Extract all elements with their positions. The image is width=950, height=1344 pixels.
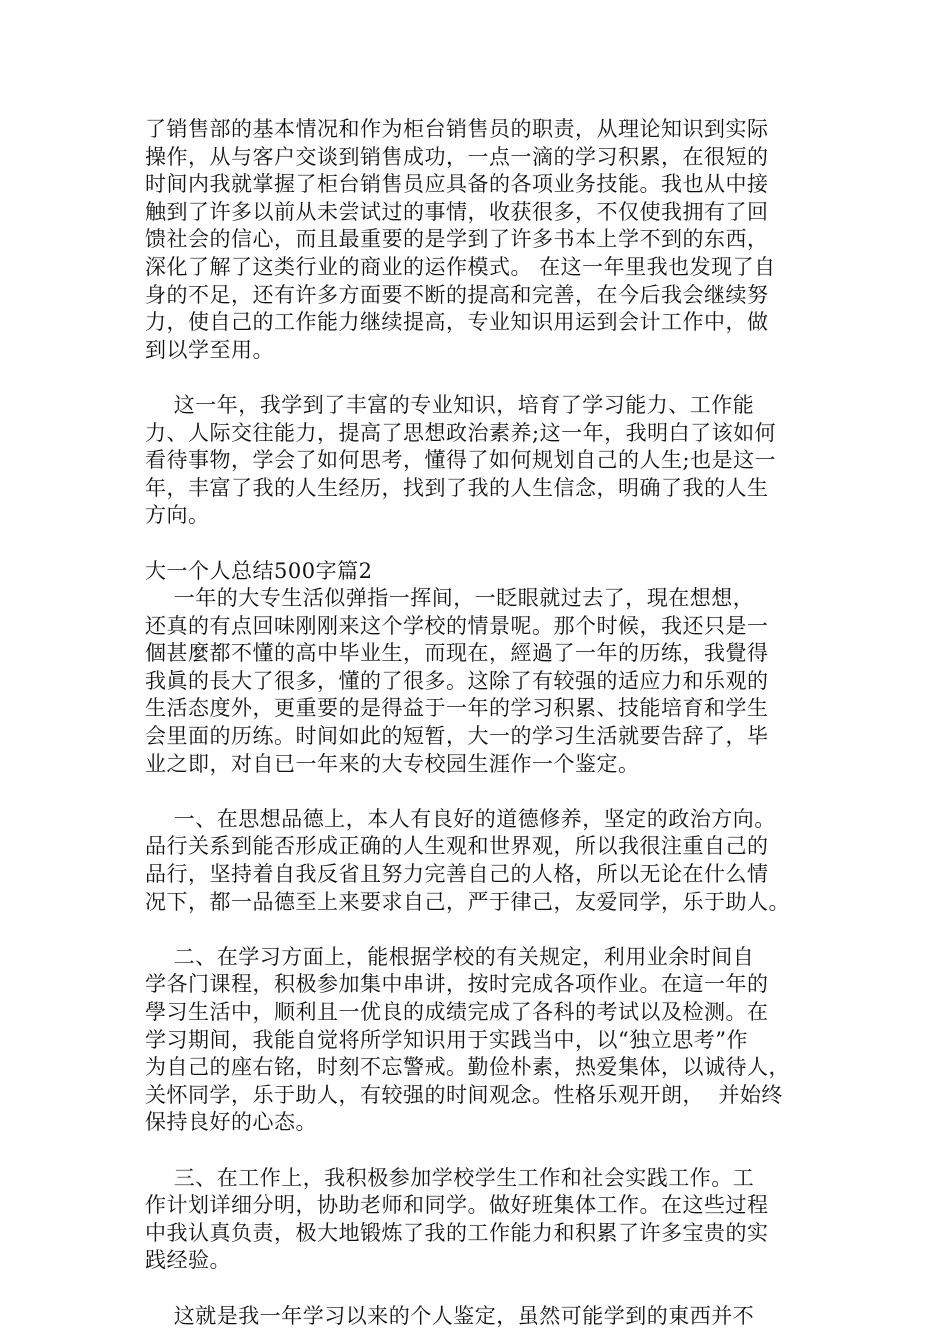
text-line: 學习生活中，顺利且一优良的成绩完成了各科的考试以及检测。在 <box>145 1000 769 1024</box>
text-line: 深化了解了这类行业的商业的运作模式。 在这一年里我也发现了自 <box>145 254 776 279</box>
text-line: 保持良好的心态。 <box>145 1110 317 1135</box>
text-line: 方向。 <box>145 503 210 528</box>
paragraph-gap <box>145 364 817 392</box>
paragraph-3 <box>145 585 817 778</box>
text-line: 还真的有点回味刚刚来这个学校的情景呢。那个时候，我还只是一 <box>145 613 769 638</box>
text-line: 品行关系到能否形成正确的人生观和世界观，所以我很注重自己的 <box>145 834 769 859</box>
text-line: 这就是我一年学习以来的个人鉴定，虽然可能学到的東西并不 <box>145 1303 755 1328</box>
paragraph-gap <box>145 1137 817 1165</box>
text-line: 個甚麼都不懂的高中毕业生，而现在，經過了一年的历练，我覺得 <box>145 641 769 666</box>
text-line: 身的不足，还有许多方面要不断的提高和完善，在今后我会继续努 <box>145 282 769 307</box>
text-line: 作计划详细分明，协助老师和同学。做好班集体工作。在这些过程 <box>145 1193 769 1218</box>
text-line: 生活态度外，更重要的是得益于一年的学习积累、技能培育和学生 <box>145 696 769 721</box>
paragraph-7 <box>145 1303 817 1331</box>
text-line: 践经验。 <box>145 1248 231 1273</box>
paragraph-gap <box>145 1275 817 1303</box>
text-line: 年，丰富了我的人生经历，找到了我的人生信念，明确了我的人生 <box>145 475 769 500</box>
text-line: 一年的大专生活似弹指一挥间，一眨眼就过去了，現在想想， <box>145 586 755 611</box>
text-line: 看待事物，学会了如何思考，懂得了如何规划自己的人生;也是这一 <box>145 448 777 473</box>
text-line: 品行，坚持着自我反省且努力完善自己的人格，所以无论在什么情 <box>145 862 769 887</box>
paragraph-gap <box>145 916 817 944</box>
text-line: 一、在思想品德上，本人有良好的道德修养，坚定的政治方向。 <box>145 806 776 831</box>
document-page <box>145 116 817 1330</box>
text-line: 会里面的历练。时间如此的短暂，大一的学习生活就要告辞了，毕 <box>145 724 769 749</box>
section-heading: 大一个人总结500字篇2 <box>145 558 373 583</box>
text-line: 况下，都一品德至上来要求自己，严于律己，友爱同学，乐于助人。 <box>145 889 790 914</box>
paragraph-2 <box>145 392 817 530</box>
text-line: 二、在学习方面上，能根据学校的有关规定，利用业余时间自 <box>145 944 755 969</box>
text-line: 馈社会的信心，而且最重要的是学到了许多书本上学不到的东西， <box>145 227 769 252</box>
text-line: 业之即，对自已一年来的大专校园生涯作一个鉴定。 <box>145 751 640 776</box>
text-line: 学各门课程，积极参加集中串讲，按时完成各项作业。在這一年的 <box>145 972 769 997</box>
paragraph-6 <box>145 1165 817 1275</box>
text-line: 我眞的長大了很多，懂的了很多。这除了有较强的适应力和乐观的 <box>145 668 769 693</box>
paragraph-1 <box>145 116 817 364</box>
paragraph-5 <box>145 944 817 1137</box>
text-line: 力、人际交往能力，提高了思想政治素养;这一年，我明白了该如何 <box>145 420 777 445</box>
text-line: 力，使自己的工作能力继续提高，专业知识用运到会计工作中，做 <box>145 310 769 335</box>
text-line: 操作，从与客户交谈到销售成功，一点一滴的学习积累，在很短的 <box>145 144 769 169</box>
paragraph-gap <box>145 530 817 558</box>
text-line: 时间内我就掌握了柜台销售员应具备的各项业务技能。我也从中接 <box>145 172 769 197</box>
text-line: 触到了许多以前从未尝试过的事情，收获很多，不仅使我拥有了回 <box>145 199 769 224</box>
text-line: 关怀同学，乐于助人，有较强的时间观念。性格乐观开朗， 并始终 <box>145 1082 783 1107</box>
text-line: 了销售部的基本情况和作为柜台销售员的职责，从理论知识到实际 <box>145 117 769 141</box>
text-line: 中我认真负责，极大地锻炼了我的工作能力和积累了许多宝贵的实 <box>145 1220 769 1245</box>
text-line: 到以学至用。 <box>145 337 274 362</box>
text-line: 学习期间，我能自觉将所学知识用于实践当中，以“独立思考”作 <box>145 1027 748 1052</box>
text-line: 三、在工作上，我积极参加学校学生工作和社会实践工作。工 <box>145 1165 755 1190</box>
paragraph-4 <box>145 806 817 916</box>
text-line: 为自己的座右铭，时刻不忘警戒。勤俭朴素，热爱集体，以诚待人， <box>145 1055 790 1080</box>
paragraph-gap <box>145 778 817 806</box>
text-line: 这一年，我学到了丰富的专业知识，培育了学习能力、工作能 <box>145 392 755 417</box>
